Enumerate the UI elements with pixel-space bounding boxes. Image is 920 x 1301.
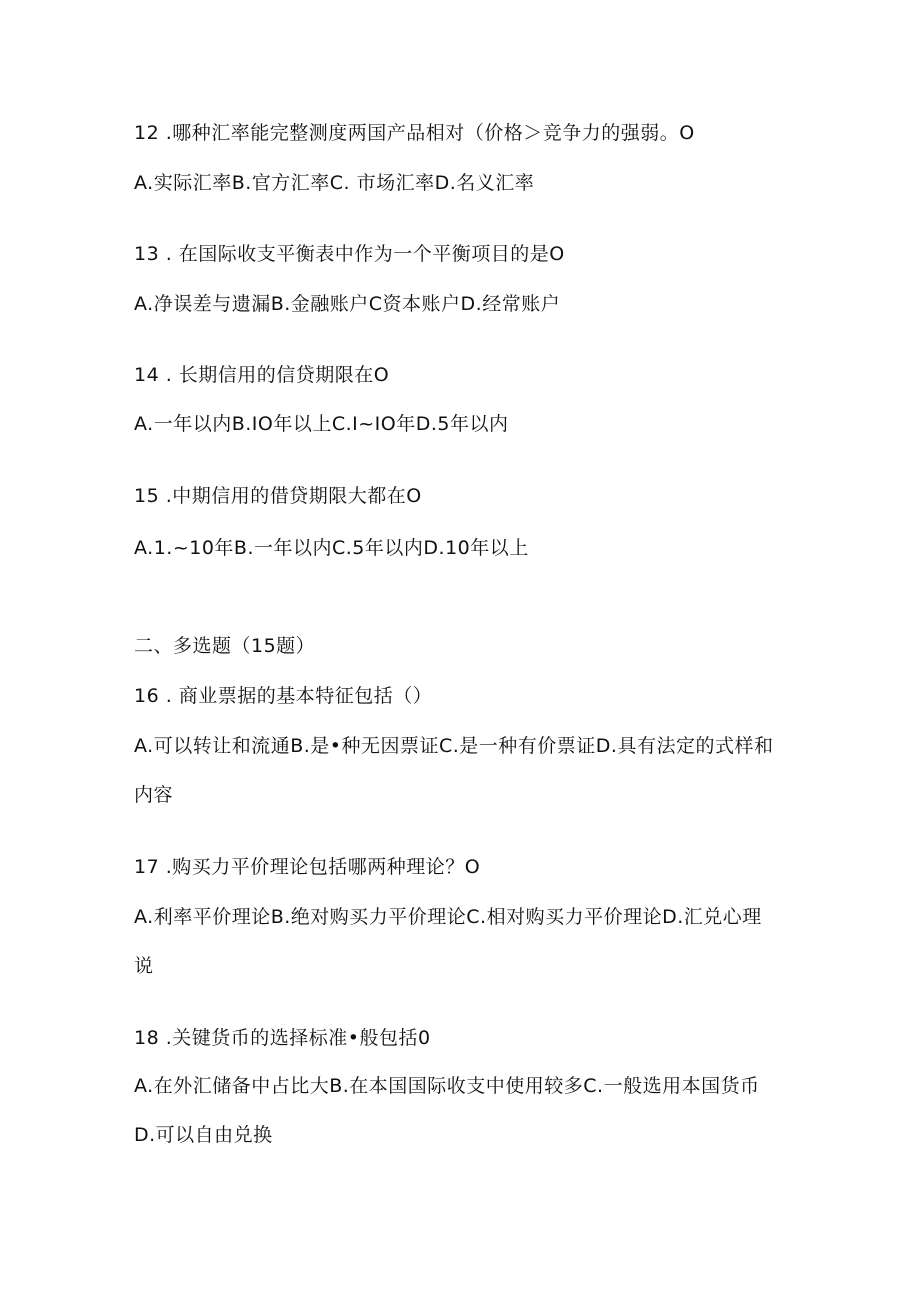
question-14-stem: 14 . 长期信用的信贷期限在O <box>134 364 390 386</box>
question-18-stem: 18 .关键货币的选择标准•般包括0 <box>134 1027 431 1049</box>
question-15-options: A.1.~10年B.一年以内C.5年以内D.10年以上 <box>134 537 529 559</box>
question-17-options-line1: A.利率平价理论B.绝对购买力平价理论C.相对购买力平价理论D.汇兑心理 <box>134 906 762 928</box>
question-16-stem: 16 . 商业票据的基本特征包括（） <box>134 685 433 707</box>
question-18-options-line1: A.在外汇储备中占比大B.在本国国际收支中使用较多C.一般选用本国货币 <box>134 1075 760 1097</box>
question-14-options: A.一年以内B.IO年以上C.I~IO年D.5年以内 <box>134 413 509 435</box>
question-13-options: A.净误差与遗漏B.金融账户C资本账户D.经常账户 <box>134 293 561 315</box>
section-heading-multiple-choice: 二、多选题（15题） <box>134 635 316 657</box>
question-15-stem: 15 .中期信用的借贷期限大都在O <box>134 485 422 507</box>
question-12-options: A.实际汇率B.官方汇率C. 市场汇率D.名义汇率 <box>134 172 535 194</box>
question-17-options-line2: 说 <box>134 955 154 977</box>
question-17-stem: 17 .购买力平价理论包括哪两种理论？O <box>134 856 481 878</box>
question-13-stem: 13 . 在国际收支平衡表中作为一个平衡项目的是O <box>134 243 565 265</box>
question-12-stem: 12 .哪种汇率能完整测度两国产品相对（价格＞竞争力的强弱。O <box>134 122 695 144</box>
question-16-options-line1: A.可以转让和流通B.是•种无因票证C.是一种有价票证D.具有法定的式样和 <box>134 735 774 757</box>
question-18-options-line2: D.可以自由兑换 <box>134 1124 273 1146</box>
question-16-options-line2: 内容 <box>134 784 174 806</box>
